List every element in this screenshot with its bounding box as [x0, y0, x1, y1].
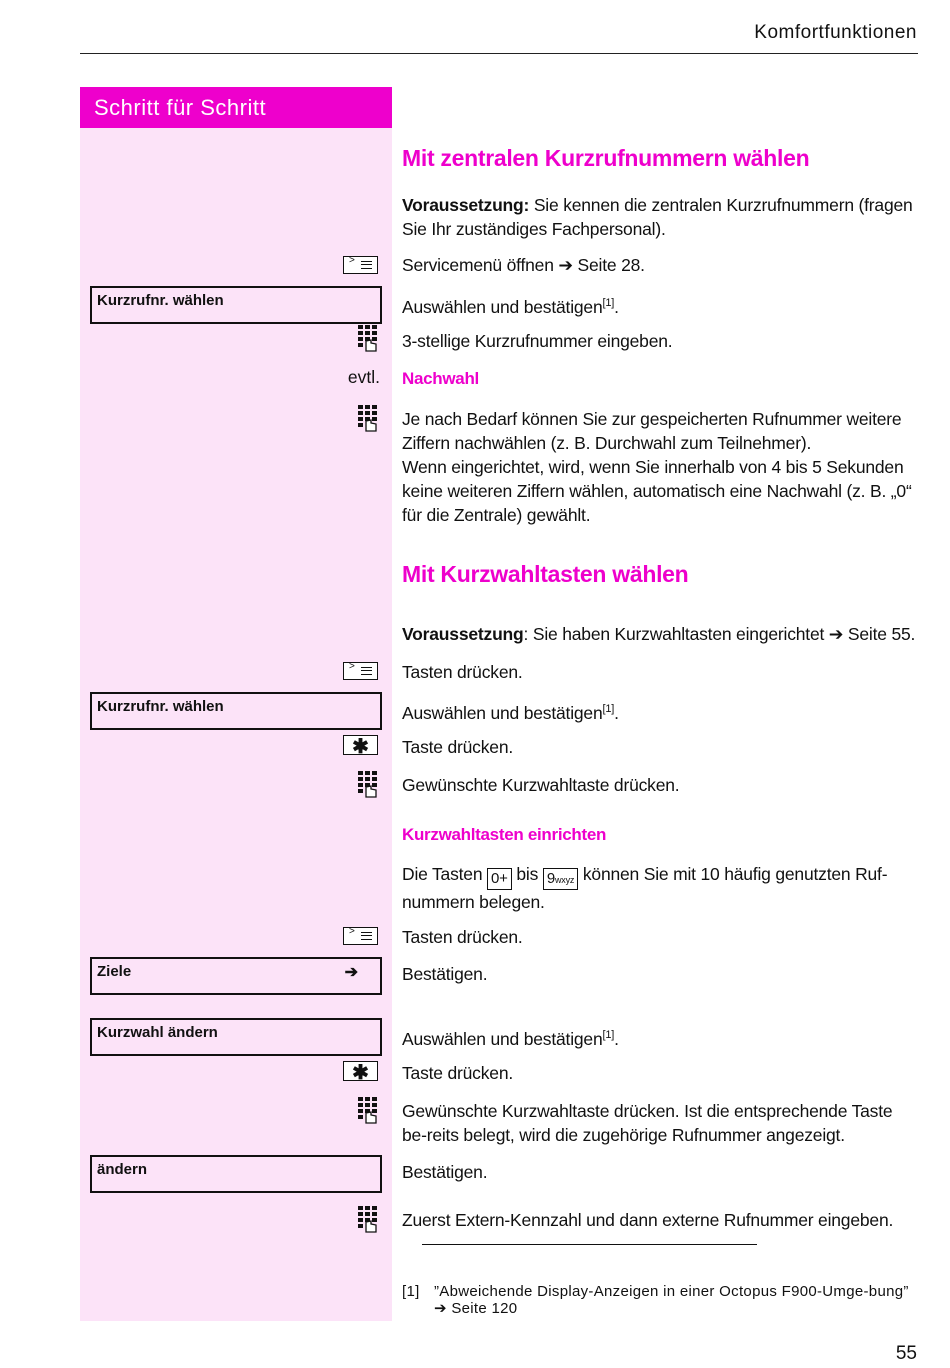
menu-key-icon: > — [343, 927, 378, 945]
keypad-icon — [357, 770, 379, 800]
intro-text-a: Die Tasten — [402, 864, 488, 884]
display-label: Ziele — [97, 963, 132, 980]
display-ziele — [90, 957, 382, 995]
menu-key-icon: > — [343, 662, 378, 680]
star-key-icon: ✱ — [343, 735, 378, 755]
key-9-icon — [543, 868, 578, 890]
keypad-icon — [357, 404, 379, 434]
section3-step-speed-dial-key: Gewünschte Kurzwahltaste drücken. Ist die entsprechende Taste be-reits belegt, wird die zugehörige Rufnummer angezeigt. — [402, 1101, 893, 1145]
footnote-text: ”Abweichende Display-Anzeigen in einer Octopus F900-Umge-bung” ➔ Seite 120 — [434, 1283, 909, 1317]
prereq-label: Voraussetzung — [402, 624, 524, 644]
section3-intro — [402, 862, 920, 914]
step-text-end: . — [614, 1028, 619, 1049]
keypad-icon — [357, 324, 379, 354]
key-9-digit: 9 — [546, 870, 555, 887]
menu-key-icon: > — [343, 256, 378, 274]
section3-step-press-keys: Tasten drücken. — [402, 927, 523, 947]
display-aendern — [90, 1155, 382, 1193]
header-divider — [80, 53, 918, 54]
step-text: Auswählen und bestätigen — [402, 702, 603, 723]
display-kurzwahl-aendern — [90, 1018, 382, 1056]
section1-subheading-nachwahl: Nachwahl — [402, 369, 479, 388]
section1-step-enter-number: 3-stellige Kurzrufnummer eingeben. — [402, 331, 673, 351]
footnote-divider — [422, 1244, 757, 1245]
step-text: Auswählen und bestätigen — [402, 296, 603, 317]
intro-text-c: können Sie mit 10 häufig genutzten Ruf-nummern belegen. — [402, 864, 888, 912]
section1-prerequisite — [402, 193, 920, 241]
prereq-text: : Sie haben Kurzwahltasten eingerichtet ➔ Seite 55. — [523, 624, 916, 644]
page-number: 55 — [895, 1343, 917, 1364]
keypad-icon — [357, 1096, 379, 1126]
step-text-end: . — [614, 702, 619, 723]
section2-step-press-keys: Tasten drücken. — [402, 662, 523, 682]
section2-heading: Mit Kurzwahltasten wählen — [402, 561, 689, 587]
step-text: Auswählen und bestätigen — [402, 1028, 603, 1049]
nachwahl-text-b: Wenn eingerichtet, wird, wenn Sie innerhalb von 4 bis 5 Sekunden keine weiteren Ziffern wählen, automatisch eine Nachwahl (z. B. „0“ für die Zentrale) gewählt. — [402, 457, 912, 525]
section2-prerequisite — [402, 622, 920, 646]
sidebar-title: Schritt für Schritt — [80, 87, 392, 128]
section3-subheading: Kurzwahltasten einrichten — [402, 825, 607, 844]
evtl-label: evtl. — [347, 367, 380, 387]
prereq-label: Voraussetzung: — [402, 195, 530, 215]
footnote — [402, 1283, 912, 1317]
key-9-letters: wxyz — [555, 875, 575, 885]
footnote-ref: [1] — [602, 297, 615, 309]
footnote-ref: [1] — [602, 1029, 615, 1041]
section1-step-open-menu: Servicemenü öffnen ➔ Seite 28. — [402, 255, 645, 275]
display-kurzrufnr-waehlen — [90, 692, 382, 730]
header-section-title: Komfortfunktionen — [754, 22, 917, 43]
step-text-end: . — [614, 296, 619, 317]
section2-step-press-key: Taste drücken. — [402, 737, 514, 757]
display-label: Kurzwahl ändern — [97, 1024, 218, 1041]
key-0-icon: 0+ — [487, 868, 512, 890]
section3-step-select-confirm — [402, 1023, 920, 1051]
star-key-icon: ✱ — [343, 1061, 378, 1081]
display-label: Kurzrufnr. wählen — [97, 292, 224, 309]
display-label: Kurzrufnr. wählen — [97, 698, 224, 715]
display-label: ändern — [97, 1161, 148, 1178]
section3-step-external-number: Zuerst Extern-Kennzahl und dann externe Rufnummer eingeben. — [402, 1210, 894, 1230]
keypad-icon — [357, 1205, 379, 1235]
section1-step-select-confirm — [402, 291, 920, 319]
arrow-right-icon: ➔ — [344, 964, 358, 981]
section1-nachwahl-text — [402, 407, 920, 527]
prereq-text: Sie kennen die zentralen Kurzrufnummern (fragen Sie Ihr zuständiges Fachpersonal). — [402, 195, 913, 239]
display-kurzrufnr-waehlen — [90, 286, 382, 324]
footnote-number: [1] — [402, 1283, 420, 1300]
section3-step-confirm: Bestätigen. — [402, 964, 488, 984]
section2-step-select-confirm — [402, 697, 920, 725]
intro-text-b: bis — [511, 864, 543, 884]
section3-step-press-key: Taste drücken. — [402, 1063, 514, 1083]
section2-step-speed-dial-key: Gewünschte Kurzwahltaste drücken. — [402, 775, 680, 795]
section3-step-confirm-2: Bestätigen. — [402, 1162, 488, 1182]
section1-heading: Mit zentralen Kurzrufnummern wählen — [402, 145, 810, 171]
nachwahl-text-a: Je nach Bedarf können Sie zur gespeicherten Rufnummer weitere Ziffern nachwählen (z. B. Durchwahl zum Teilnehmer). — [402, 409, 902, 453]
footnote-ref: [1] — [602, 703, 615, 715]
